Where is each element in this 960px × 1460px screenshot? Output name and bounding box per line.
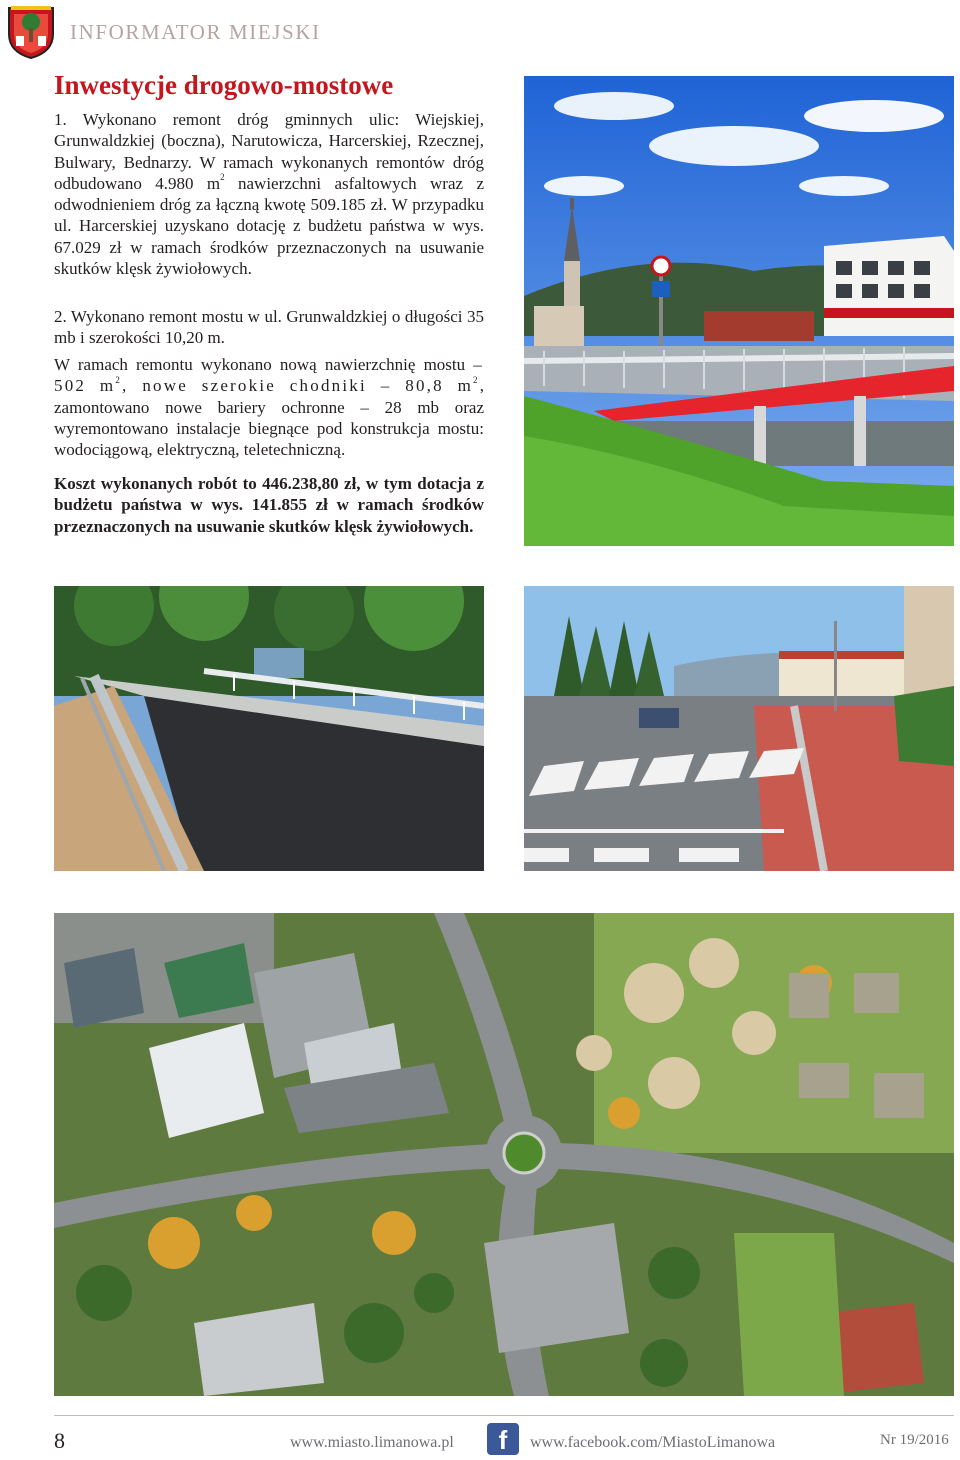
cost-text: Koszt wykonanych robót to 446.238,80 zł, w tym dotacja z budżetu państwa w wys. 141.855 zł w ramach środków przeznaczonych na usuwanie skutków klęsk żywiołowych. bbox=[54, 474, 484, 536]
bridge-text: 2. Wykonano remont mostu w ul. Grunwaldzkiej o długości 35 mb i szerokości 10,20 m. bbox=[54, 307, 484, 348]
paragraph-bridge bbox=[54, 306, 484, 349]
details-sup-1: 2 bbox=[115, 374, 123, 385]
issue-number: Nr 19/2016 bbox=[880, 1432, 949, 1448]
details-text-a: W ramach remontu wykonano nową nawierzchnię mostu bbox=[54, 355, 474, 374]
facebook-link[interactable]: www.facebook.com/MiastoLimanowa bbox=[530, 1434, 776, 1451]
details-text-c: , nowe szerokie chodniki – 80,8 m bbox=[122, 376, 474, 396]
bridge-church-photo bbox=[524, 76, 954, 546]
roads-text-b: nawierzchni asfaltowych wraz z odwodnieniem dróg za łączną kwotę 509.185 zł. W przypadku ul. Harcerskiej uzyskano dotację z budżetu państwa w wys. 67.029 zł w ramach środków przeznaczonych na usuwanie skutków klęsk żywiołowych. bbox=[54, 173, 485, 279]
roads-sup: 2 bbox=[220, 172, 225, 183]
paragraph-cost bbox=[54, 473, 484, 537]
details-text-b: – 502 m bbox=[54, 355, 484, 396]
footer-divider bbox=[54, 1415, 954, 1416]
details-text-d: , zamontowano nowe bariery ochronne – 28 mb oraz wyremontowano instalacje biegnące pod konstrukcja mostu: wodociągową, elektryczną, teletechniczną. bbox=[54, 376, 484, 460]
details-sup-2: 2 bbox=[473, 374, 480, 385]
aerial-roundabout-photo bbox=[54, 913, 954, 1396]
roads-text-a: 1. Wykonano remont dróg gminnych ulic: Wiejskiej, Grunwaldzkiej (boczna), Narutowicza, Harcerskiej, Rzecznej, Bulwary, Bednarzy. W ramach wykonanych remontów dróg odbudowano 4.980 m bbox=[54, 110, 484, 193]
paragraph-bridge-details bbox=[54, 354, 484, 460]
page-number: 8 bbox=[54, 1428, 65, 1453]
street-crosswalk-photo bbox=[524, 586, 954, 871]
section-title: Inwestycje drogowo-mostowe bbox=[54, 70, 394, 100]
town-coat-of-arms-icon bbox=[6, 4, 56, 60]
bridge-deck-photo bbox=[54, 586, 484, 871]
magazine-title: INFORMATOR MIEJSKI bbox=[70, 20, 321, 44]
paragraph-roads bbox=[54, 109, 484, 279]
facebook-icon[interactable]: f bbox=[487, 1423, 519, 1455]
website-link[interactable]: www.miasto.limanowa.pl bbox=[290, 1434, 454, 1451]
